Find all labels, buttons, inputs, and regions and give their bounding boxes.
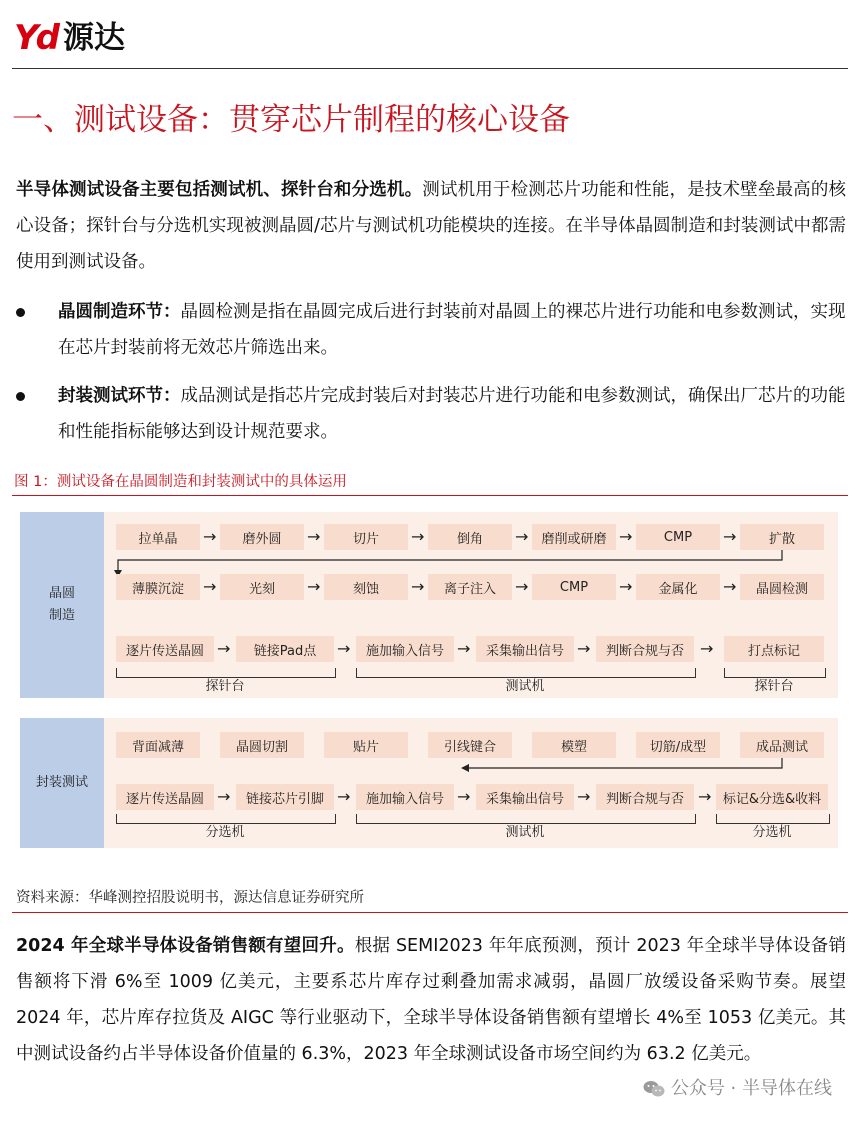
process-box: 磨削或研磨 — [532, 524, 616, 550]
watermark — [643, 1076, 832, 1102]
bullet-package — [16, 378, 846, 450]
intro-paragraph — [16, 172, 846, 280]
flow-arrow: → — [411, 527, 425, 546]
bullet-wafer — [16, 294, 846, 366]
test-step-box: 施加输入信号 — [356, 784, 454, 810]
test-step-box: 标记&分选&收料 — [716, 784, 828, 810]
group-label: 测试机 — [505, 825, 545, 840]
market-paragraph — [16, 928, 846, 1072]
group-label: 探针台 — [205, 679, 245, 694]
wechat-icon — [643, 1080, 665, 1098]
flow-arrow: → — [700, 639, 714, 658]
process-box: 晶圆切割 — [220, 732, 304, 758]
test-step-box: 采集输出信号 — [476, 636, 574, 662]
figure-title: 图 1：测试设备在晶圆制造和封装测试中的具体运用 — [14, 474, 347, 490]
process-box: 金属化 — [636, 574, 720, 600]
process-box: 模塑 — [532, 732, 616, 758]
group-bracket — [724, 668, 826, 678]
group-bracket — [356, 814, 696, 824]
flow-arrow: → — [723, 577, 737, 596]
process-box: 磨外圆 — [220, 524, 304, 550]
process-box: 成品测试 — [740, 732, 824, 758]
group-label: 测试机 — [505, 679, 545, 694]
source-divider — [12, 912, 848, 913]
intro-bold: 半导体测试设备主要包括测试机、探针台和分选机。 — [16, 180, 423, 200]
flow-arrow: → — [577, 787, 591, 806]
group-bracket — [356, 668, 696, 678]
flow-arrow: → — [457, 639, 471, 658]
wafer-side-label — [20, 512, 104, 698]
flow-arrow: → — [698, 787, 712, 806]
flow-arrow: → — [203, 577, 217, 596]
process-box: 贴片 — [324, 732, 408, 758]
flow-arrow: → — [411, 577, 425, 596]
bullet-bold: 封装测试环节： — [58, 386, 181, 406]
group-bracket — [116, 668, 336, 678]
process-box: 离子注入 — [428, 574, 512, 600]
test-connector — [460, 758, 800, 774]
flow-arrow: → — [307, 527, 321, 546]
logo-mark: Yd — [14, 18, 57, 58]
test-step-box: 施加输入信号 — [356, 636, 454, 662]
flow-arrow: → — [577, 639, 591, 658]
test-step-box: 逐片传送晶圆 — [116, 784, 214, 810]
package-panel — [20, 718, 838, 848]
process-box: 背面减薄 — [116, 732, 200, 758]
process-box: 薄膜沉淀 — [116, 574, 200, 600]
process-box: 拉单晶 — [116, 524, 200, 550]
section-title: 一、测试设备：贯穿芯片制程的核心设备 — [12, 102, 570, 138]
figure-source: 资料来源：华峰测控招股说明书，源达信息证券研究所 — [16, 890, 364, 906]
watermark-text: 公众号 · 半导体在线 — [670, 1078, 832, 1099]
test-step-box: 逐片传送晶圆 — [116, 636, 214, 662]
intro-text: 测试机用于检测芯片功能和性能，是技术壁垒最高的核心设备；探针台与分选机实现被测晶圆/芯片与测试机功能模块的连接。在半导体晶圆制造和封装测试中都需使用到测试设备。 — [16, 180, 846, 272]
process-box: 切筋/成型 — [636, 732, 720, 758]
test-step-box: 判断合规与否 — [596, 784, 694, 810]
bullet-bold: 晶圆制造环节： — [58, 302, 181, 322]
bullet-text: 晶圆检测是指在晶圆完成后进行封装前对晶圆上的裸芯片进行功能和电参数测试，实现在芯片封装前将无效芯片筛选出来。 — [58, 302, 846, 358]
group-label: 分选机 — [205, 825, 245, 840]
test-step-box: 采集输出信号 — [476, 784, 574, 810]
bullet-dot — [16, 308, 25, 317]
bullet-text: 成品测试是指芯片完成封装后对封装芯片进行功能和电参数测试，确保出厂芯片的功能和性能指标能够达到设计规范要求。 — [58, 386, 846, 442]
side-label-line: 晶圆 — [48, 586, 75, 601]
process-box: CMP — [532, 574, 616, 600]
header-divider — [12, 68, 848, 69]
bullet-dot — [16, 392, 25, 401]
side-label-line: 制造 — [48, 608, 75, 623]
group-bracket — [716, 814, 830, 824]
test-step-box: 链接芯片引脚 — [236, 784, 334, 810]
flow-arrow: → — [619, 527, 633, 546]
process-box: 扩散 — [740, 524, 824, 550]
process-box: 切片 — [324, 524, 408, 550]
group-label: 探针台 — [754, 679, 794, 694]
flow-arrow: → — [217, 639, 231, 658]
figure-title-divider — [12, 495, 848, 496]
market-text: 根据 SEMI2023 年年底预测，预计 2023 年全球半导体设备销售额将下滑 6%至 1009 亿美元，主要系芯片库存过剩叠加需求减弱，晶圆厂放缓设备采购节奏。展望 2024 年，芯片库存拉货及 AIGC 等行业驱动下，全球半导体设备销售额有望增长 4%至 1053 亿美元。其中测试设备约占半导体设备价值量的 6.3%，2023 年全球测试设备市场空间约为 63.2 亿美元。 — [16, 936, 846, 1064]
flow-arrow: → — [457, 787, 471, 806]
test-step-box: 打点标记 — [724, 636, 824, 662]
flow-arrow: → — [619, 577, 633, 596]
flow-arrow: → — [203, 527, 217, 546]
process-box: 晶圆检测 — [740, 574, 824, 600]
test-step-box: 判断合规与否 — [596, 636, 694, 662]
brand-logo — [14, 18, 125, 58]
flow-arrow: → — [515, 527, 529, 546]
process-box: CMP — [636, 524, 720, 550]
test-step-box: 链接Pad点 — [236, 636, 334, 662]
flow-arrow: → — [723, 527, 737, 546]
process-box: 刻蚀 — [324, 574, 408, 600]
market-bold: 2024 年全球半导体设备销售额有望回升。 — [16, 936, 355, 956]
flow-arrow: → — [337, 787, 351, 806]
flow-arrow: → — [337, 639, 351, 658]
package-side-label: 封装测试 — [20, 718, 104, 848]
wafer-panel — [20, 512, 838, 698]
process-box: 引线键合 — [428, 732, 512, 758]
flow-arrow: → — [307, 577, 321, 596]
flow-arrow: → — [515, 577, 529, 596]
group-label: 分选机 — [752, 825, 792, 840]
group-bracket — [116, 814, 336, 824]
flow-arrow: → — [217, 787, 231, 806]
process-box: 倒角 — [428, 524, 512, 550]
process-box: 光刻 — [220, 574, 304, 600]
logo-name: 源达 — [62, 20, 125, 56]
